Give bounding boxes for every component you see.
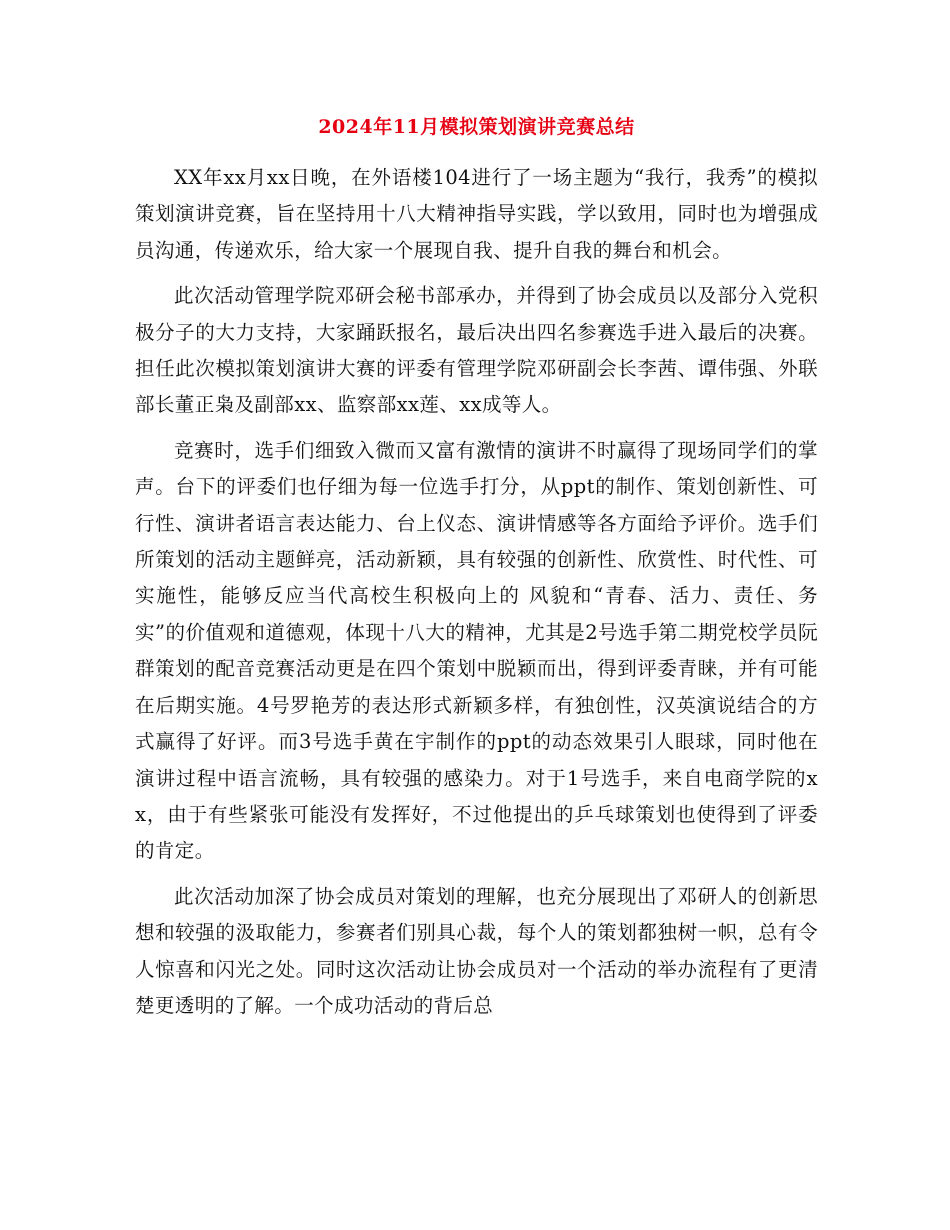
paragraph-intro: XX年xx月xx日晚，在外语楼104进行了一场主题为“我行，我秀”的模拟策划演讲竞赛，旨在坚持用十八大精神指导实践，学以致用，同时也为增强成员沟通，传递欢乐，给大家一个展现自我、提升自我的舞台和机会。 <box>135 166 818 262</box>
document-title: 2024年11月模拟策划演讲竞赛总结 <box>318 116 635 138</box>
paragraph-organizers: 此次活动管理学院邓研会秘书部承办，并得到了协会成员以及部分入党积极分子的大力支持，大家踊跃报名，最后决出四名参赛选手进入最后的决赛。担任此次模拟策划演讲大赛的评委有管理学院邓研副会长李茜、谭伟强、外联部长董正枭及副部xx、监察部xx莲、xx成等人。 <box>135 284 818 417</box>
paragraph-competition: 竞赛时，选手们细致入微而又富有激情的演讲不时赢得了现场同学们的掌声。台下的评委们也仔细为每一位选手打分，从ppt的制作、策划创新性、可行性、演讲者语言表达能力、台上仪态、演讲情感等各方面给予评价。选手们所策划的活动主题鲜亮，活动新颖，具有较强的创新性、欣赏性、时代性、可 实施性，能够反应当代高校生积极向上的 风貌和“青春、活力、责任、务实”的价值观和道德观，体现十八大的精神，尤其是2号选手第二期党校学员阮群策划的配音竞赛活动更是在四个策划中脱颖而出，得到评委青睐，并有可能在后期实施。4号罗艳芳的表达形式新颖多样，有独创性，汉英演说结合的方式赢得了好评。而3号选手黄在宇制作的ppt的动态效果引人眼球，同时他在演讲过程中语言流畅，具有较强的感染力。对于1号选手，来自电商学院的xx，由于有些紧张可能没有发挥好，不过他提出的乒乓球策划也使得到了评委的肯定。 <box>135 438 818 863</box>
paragraph-conclusion: 此次活动加深了协会成员对策划的理解，也充分展现出了邓研人的创新思想和较强的汲取能力，参赛者们别具心裁，每个人的策划都独树一帜，总有令人惊喜和闪光之处。同时这次活动让协会成员对一个活动的举办流程有了更清楚更透明的了解。一个成功活动的背后总 <box>135 884 818 1017</box>
